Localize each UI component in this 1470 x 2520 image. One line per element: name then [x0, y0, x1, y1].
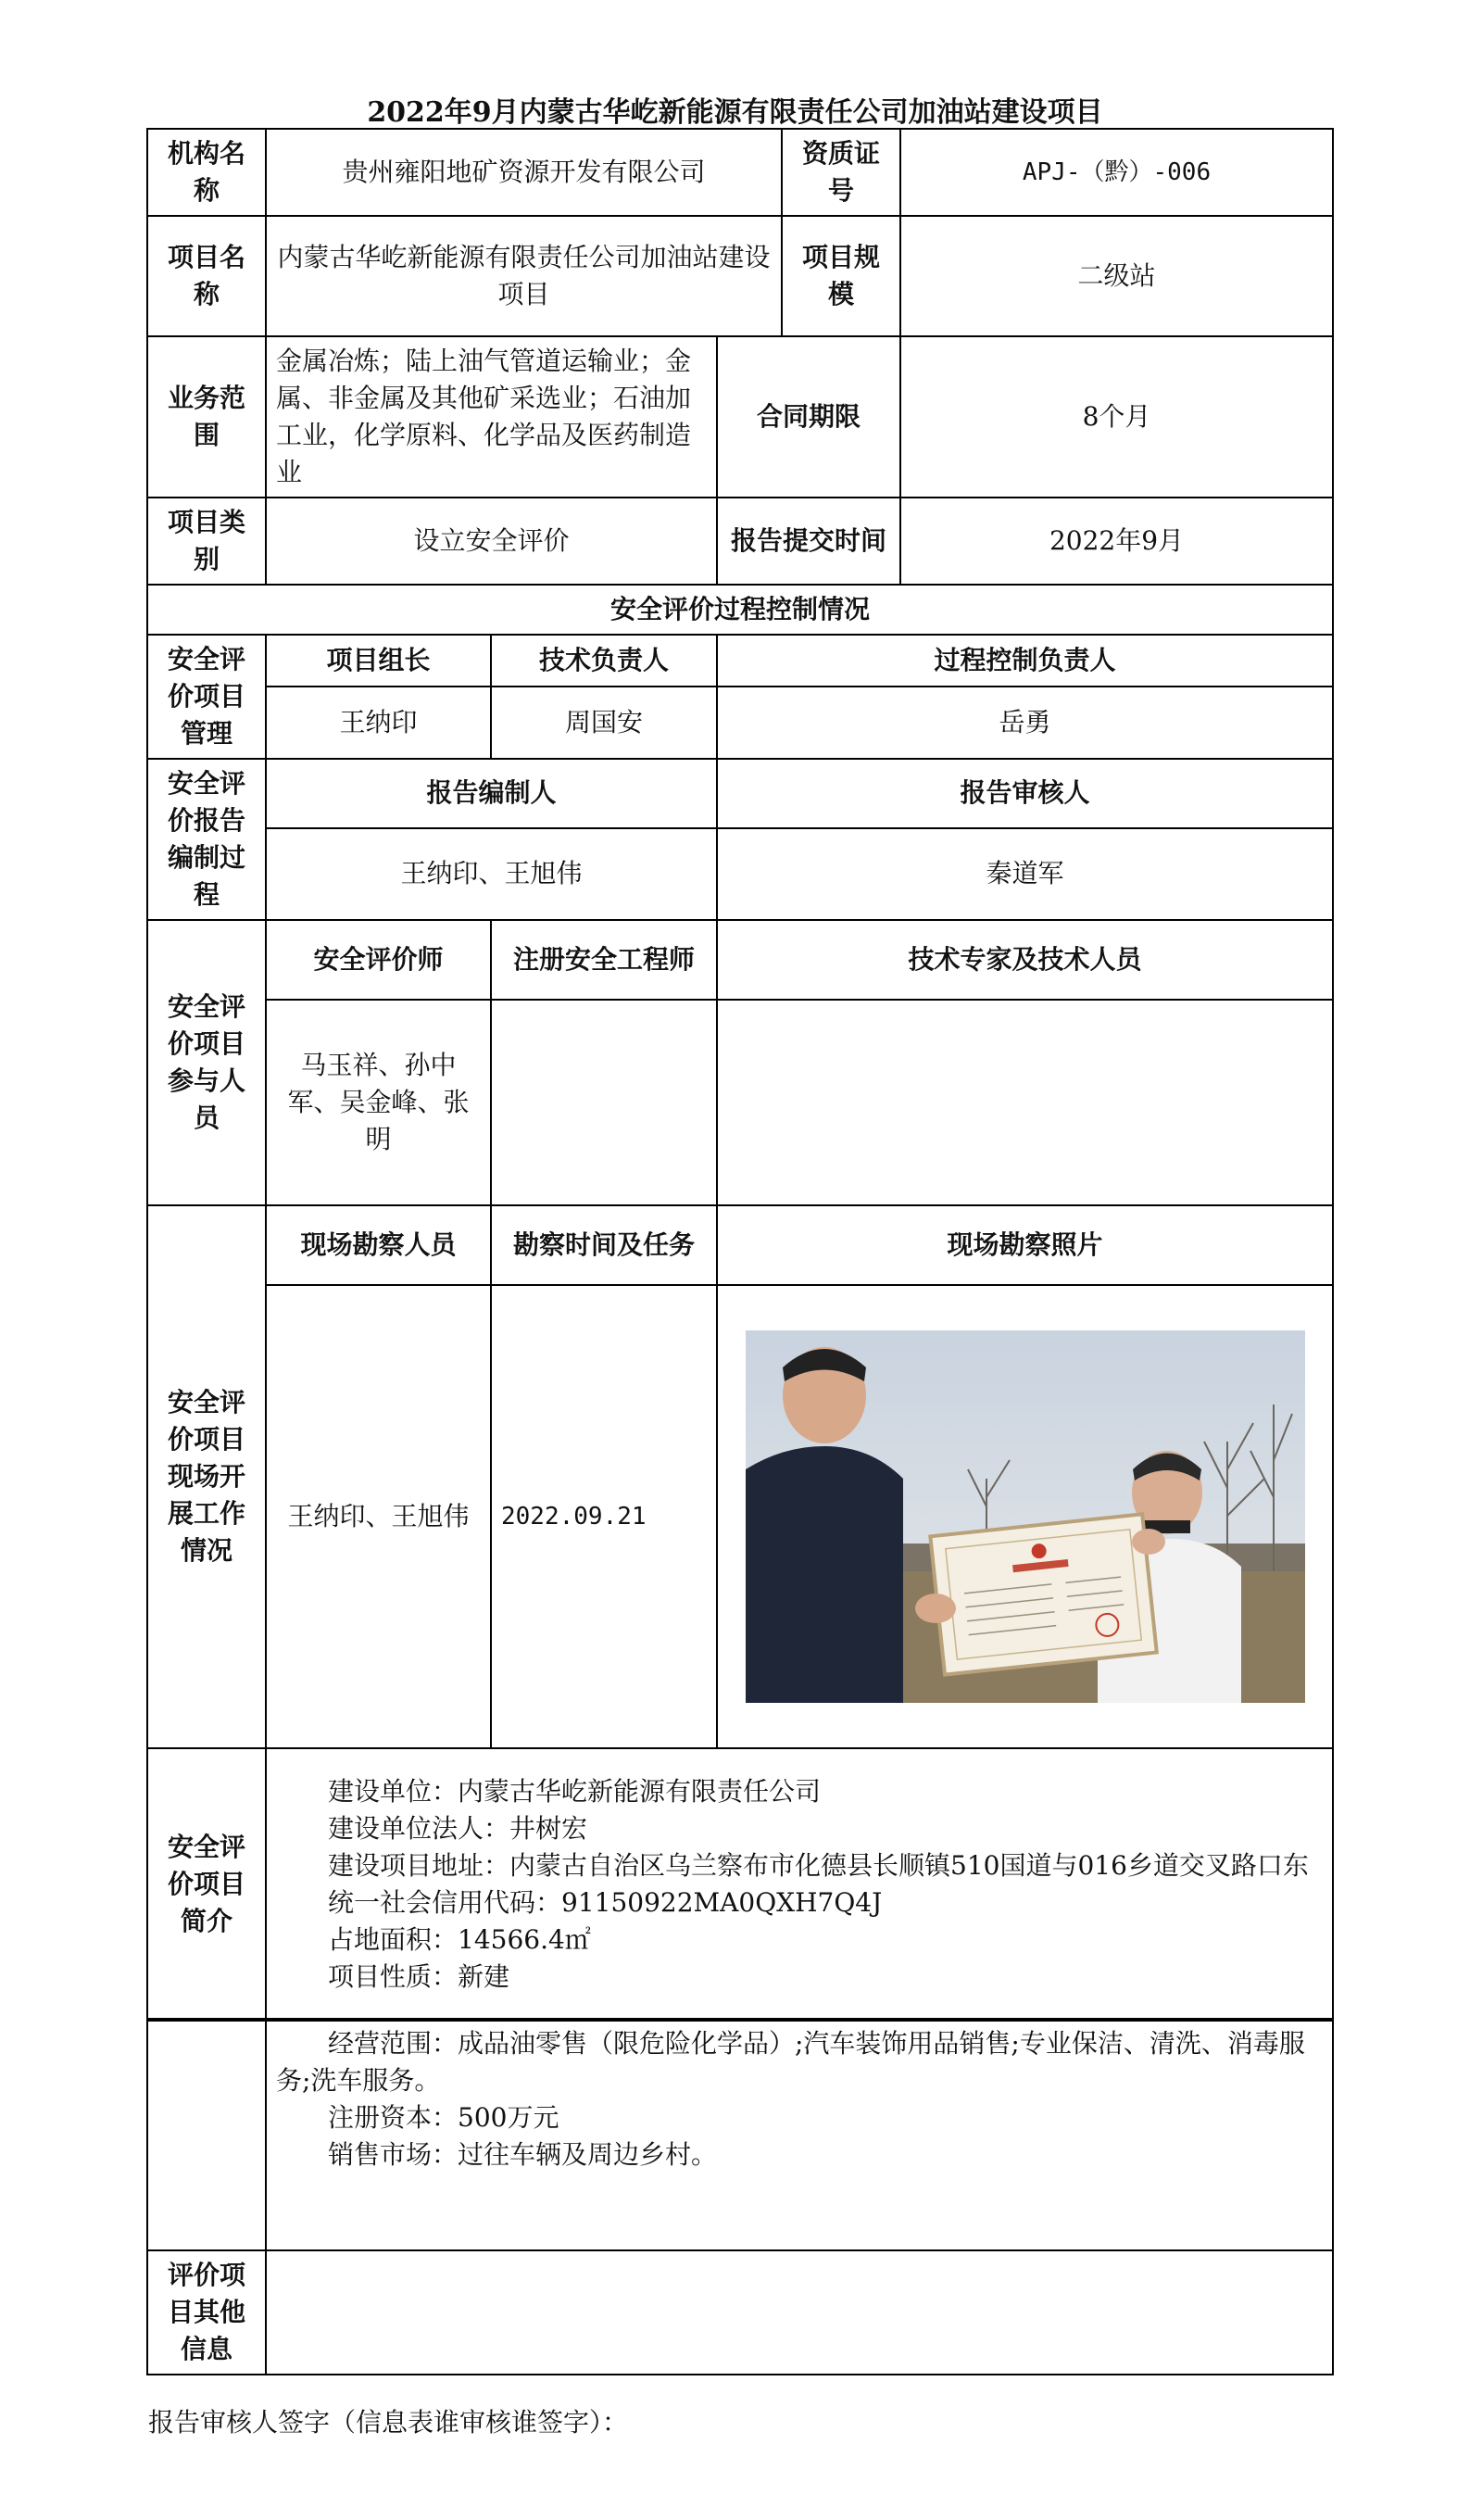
- intro-label: 安全评价项目简介: [147, 1748, 266, 2021]
- site-survey-photo: [746, 1330, 1305, 1703]
- site-photo-cell: [717, 1285, 1333, 1748]
- evaluators-value: 马玉祥、孙中军、吴金峰、张明: [266, 1000, 491, 1205]
- tech-lead-header: 技术负责人: [491, 635, 717, 687]
- reviewer-value: 秦道军: [717, 828, 1333, 920]
- intro-continued-label-cell: [147, 2019, 266, 2250]
- contract-label: 合同期限: [717, 336, 900, 498]
- site-staff-header: 现场勘察人员: [266, 1205, 491, 1285]
- site-time-value: 2022.09.21: [491, 1285, 717, 1748]
- tech-lead-value: 周国安: [491, 687, 717, 759]
- intro-line: 占地面积：14566.4㎡: [328, 1924, 591, 1955]
- participants-label: 安全评价项目参与人员: [147, 920, 266, 1205]
- management-label: 安全评价项目管理: [147, 635, 266, 759]
- submit-time-value: 2022年9月: [900, 498, 1333, 585]
- editor-header: 报告编制人: [266, 759, 717, 828]
- scale-value: 二级站: [900, 216, 1333, 336]
- expert-header: 技术专家及技术人员: [717, 920, 1333, 1000]
- reviewer-header: 报告审核人: [717, 759, 1333, 828]
- process-control-value: 岳勇: [717, 687, 1333, 759]
- org-label: 机构名称: [147, 129, 266, 216]
- site-staff-value: 王纳印、王旭伟: [266, 1285, 491, 1748]
- intro-line: 建设单位：内蒙古华屹新能源有限责任公司: [328, 1776, 822, 1807]
- scale-label: 项目规模: [782, 216, 900, 336]
- intro-content: [266, 1748, 1333, 2021]
- editors-value: 王纳印、王旭伟: [266, 828, 717, 920]
- contract-value: 8个月: [900, 336, 1333, 498]
- site-photo-header: 现场勘察照片: [717, 1205, 1333, 1285]
- business-scope-value: 金属冶炼；陆上油气管道运输业；金属、非金属及其他矿采选业；石油加工业，化学原料、化学品及医药制造业: [266, 336, 717, 498]
- page-title: 2022年9月内蒙古华屹新能源有限责任公司加油站建设项目: [367, 96, 1103, 129]
- intro-line: 建设项目地址：内蒙古自治区乌兰察布市化德县长顺镇510国道与016乡道交叉路口东: [328, 1850, 1309, 1881]
- site-work-label: 安全评价项目现场开展工作情况: [147, 1205, 266, 1748]
- engineer-header: 注册安全工程师: [491, 920, 717, 1000]
- intro-line: 销售市场：过往车辆及周边乡村。: [328, 2139, 718, 2170]
- leader-value: 王纳印: [266, 687, 491, 759]
- org-value: 贵州雍阳地矿资源开发有限公司: [266, 129, 782, 216]
- project-type-value: 设立安全评价: [266, 498, 717, 585]
- evaluator-header: 安全评价师: [266, 920, 491, 1000]
- info-table: [146, 128, 1334, 2022]
- process-control-header: 过程控制负责人: [717, 635, 1333, 687]
- business-scope-label: 业务范围: [147, 336, 266, 498]
- continuation-table: [146, 2018, 1334, 2375]
- engineers-value: [491, 1000, 717, 1205]
- leader-header: 项目组长: [266, 635, 491, 687]
- submit-time-label: 报告提交时间: [717, 498, 900, 585]
- other-info-label: 评价项目其他信息: [147, 2250, 266, 2375]
- project-name-value: 内蒙古华屹新能源有限责任公司加油站建设项目: [266, 216, 782, 336]
- report-process-label: 安全评价报告编制过程: [147, 759, 266, 920]
- project-type-label: 项目类别: [147, 498, 266, 585]
- intro-line: 项目性质：新建: [328, 1961, 510, 1992]
- qual-value: APJ-（黔）-006: [900, 129, 1333, 216]
- intro-continued-content: [266, 2019, 1333, 2250]
- intro-line: 统一社会信用代码：91150922MA0QXH7Q4J: [328, 1887, 883, 1918]
- other-info-value: [266, 2250, 1333, 2375]
- site-time-header: 勘察时间及任务: [491, 1205, 717, 1285]
- intro-line: 注册资本：500万元: [328, 2102, 559, 2133]
- intro-line: 经营范围：成品油零售（限危险化学品）;汽车装饰用品销售;专业保洁、清洗、消毒服务;洗车服务。: [276, 2028, 1305, 2096]
- intro-line: 建设单位法人：井树宏: [328, 1813, 588, 1844]
- signature-line: 报告审核人签字（信息表谁审核谁签字）：: [148, 2407, 629, 2438]
- experts-value: [717, 1000, 1333, 1205]
- process-section-title: 安全评价过程控制情况: [147, 585, 1333, 635]
- project-name-label: 项目名称: [147, 216, 266, 336]
- qual-label: 资质证号: [782, 129, 900, 216]
